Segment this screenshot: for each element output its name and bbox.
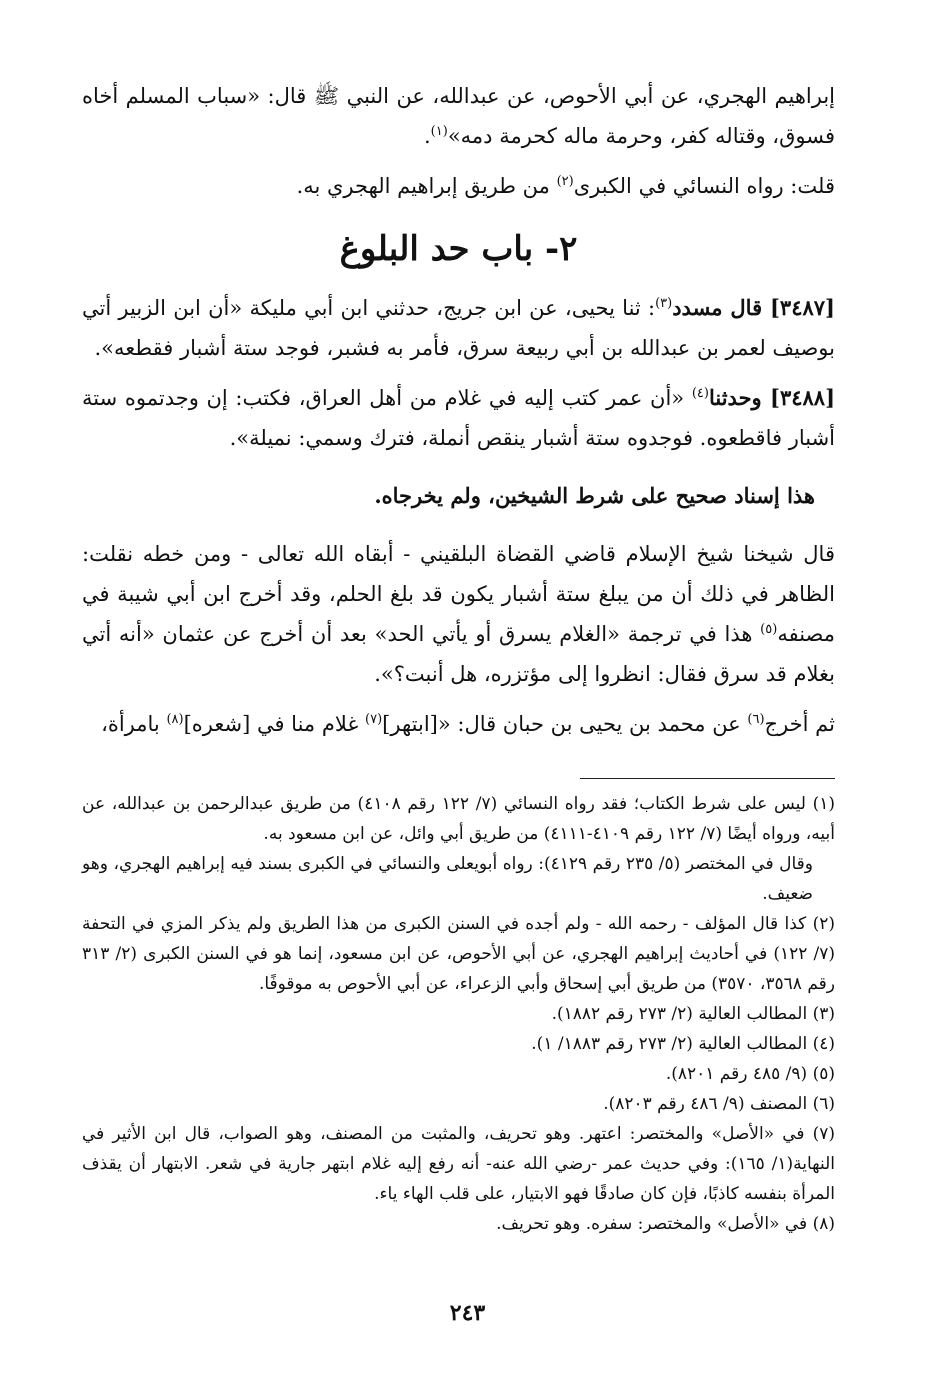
footnote-ref-6[interactable]: (٦): [747, 712, 765, 727]
footnote-ref-1[interactable]: (١): [430, 124, 448, 139]
paragraph-text: قلت: رواه النسائي في الكبرى: [573, 174, 835, 198]
footnote-ref-4[interactable]: (٤): [691, 386, 709, 401]
hadith-text: «أن عمر كتب إليه في غلام من أهل العراق، فكتب: إن وجدتموه ستة أشبار فاقطعوه. فوجدوه ستة أشبار ينقص أنملة، فترك وسمي: نميلة».: [82, 386, 835, 450]
footnote-7: (٧) في «الأصل» والمختصر: اعتهر. وهو تحريف، والمثبت من المصنف، وهو الصواب، قال ابن الأثير في النهاية(١/ ١٦٥): وفي حديث عمر -رضي الله عنه- أنه رفع إليه غلام ابتهر جارية في شعر. الابتهار أن يقذف المرأة بنفسه كاذبًا، فإن كان صادقًا فهو الابتيار، على قلب الهاء ياء.: [82, 1124, 835, 1204]
hadith-number: [٣٤٨٧] قال مسدد: [672, 295, 835, 320]
paragraph-text: قال شيخنا شيخ الإسلام قاضي القضاة البلقيني - أبقاه الله تعالى - ومن خطه نقلت: الظاهر في ذلك أن من يبلغ ستة أشبار يكون قد بلغ الحلم، وقد أخرج ابن أبي شيبة في مصنفه: [82, 542, 835, 646]
footnote-4: (٤) المطالب العالية (٢/ ٢٧٣ رقم ١٨٨٣/ ١).: [531, 1034, 835, 1054]
paragraph-text: ثم أخرج: [764, 712, 835, 736]
hadith-3487: [82, 288, 835, 368]
isnad-grading: هذا إسناد صحيح على شرط الشيخين، ولم يخرجاه.: [374, 483, 815, 508]
footnote-3: (٣) المطالب العالية (٢/ ٢٧٣ رقم ١٨٨٢).: [551, 1004, 835, 1024]
footnote-8: (٨) في «الأصل» والمختصر: سفره. وهو تحريف.: [496, 1214, 835, 1234]
footnote-divider: [580, 778, 835, 779]
hadith-number: [٣٤٨٨] وحدثنا: [708, 385, 835, 410]
paragraph-text: غلام منا في [شعره]: [183, 712, 366, 736]
footnote-2: (٢) كذا قال المؤلف - رحمه الله - ولم أجده في السنن الكبرى من هذا الطريق ولم يذكر المزي في التحفة (٧/ ١٢٢) في أحاديث إبراهيم الهجري، عن أبي الأحوص، عن ابن مسعود، إنما هو في السنن الكبرى (٢/ ٣١٣ رقم ٣٥٦٨، ٣٥٧٠) من طريق أبي إسحاق وأبي الزعراء، عن أبي الأحوص به موقوفًا.: [82, 914, 835, 994]
paragraph-note-nasai: [82, 166, 835, 206]
footnote-ref-3[interactable]: (٣): [655, 296, 673, 311]
page-number: ٢٤٣: [449, 1300, 486, 1326]
paragraph-text: بامرأة،: [101, 712, 167, 736]
footnote-ref-8[interactable]: (٨): [166, 712, 184, 727]
footnote-6: (٦) المصنف (٩/ ٤٨٦ رقم ٨٢٠٣).: [603, 1094, 835, 1114]
paragraph-hadith-continuation: إبراهيم الهجري، عن أبي الأحوص، عن عبدالله، عن النبي ﷺ قال: «سباب المسلم أخاه فسوق، وقتاله كفر، وحرمة ماله كحرمة دمه»$^{(١)}$.: [82, 84, 835, 148]
chapter-title: ٢- باب حد البلوغ: [339, 229, 578, 269]
paragraph-text: من طريق إبراهيم الهجري به.: [296, 174, 557, 198]
footnote-1-continuation: وقال في المختصر (٥/ ٢٣٥ رقم ٤١٢٩): رواه أبويعلى والنسائي في الكبرى بسند فيه إبراهيم الهجري، وهو ضعيف.: [82, 854, 813, 904]
footnote-5: (٥) (٩/ ٤٨٥ رقم ٨٢٠١).: [665, 1064, 835, 1084]
footnote-ref-2[interactable]: (٢): [556, 174, 574, 189]
main-text: [82, 76, 835, 744]
footnote-ref-7[interactable]: (٧): [365, 712, 383, 727]
paragraph-ibn-hibban: [82, 704, 835, 744]
paragraph-text: هذا في ترجمة «الغلام يسرق أو يأتي الحد» بعد أن أخرج عن عثمان «أنه أتي بغلام قد سرق فقال: انظروا إلى مؤتزره، هل أنبت؟».: [82, 622, 835, 686]
footnotes: [82, 789, 835, 1239]
hadith-3488: [82, 378, 835, 458]
paragraph-text: إبراهيم الهجري، عن أبي الأحوص، عن عبدالله، عن النبي ﷺ قال: «سباب المسلم أخاه فسوق، وقتاله كفر، وحرمة ماله كحرمة دمه»: [82, 84, 835, 148]
footnote-ref-5[interactable]: (٥): [760, 622, 778, 637]
paragraph-bulqini: [82, 534, 835, 694]
hadith-text: : ثنا يحيى، عن ابن جريج، حدثني ابن أبي مليكة «أن ابن الزبير أتي بوصيف لعمر بن عبدالله بن أبي ربيعة سرق، فأمر به فشبر، فوجد ستة أشبار فقطعه».: [82, 296, 835, 360]
footnote-1: (١) ليس على شرط الكتاب؛ فقد رواه النسائي (٧/ ١٢٢ رقم ٤١٠٨) من طريق عبدالرحمن بن عبدالله، عن أبيه، ورواه أيضًا (٧/ ١٢٢ رقم ٤١٠٩-٤١١١) من طريق أبي وائل، عن ابن مسعود به.: [82, 794, 835, 844]
paragraph-text: عن محمد بن يحيى بن حبان قال: «[ابتهر]: [382, 712, 748, 736]
